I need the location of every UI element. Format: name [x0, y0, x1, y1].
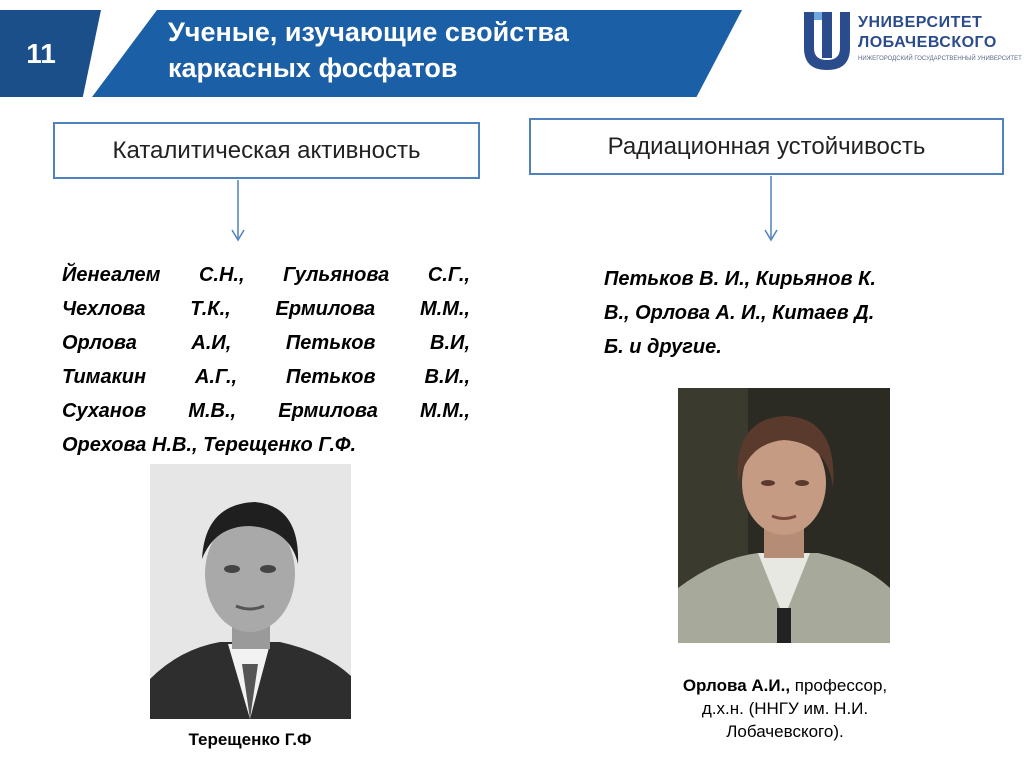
portrait-photo-orlova — [678, 388, 890, 643]
caption-tereshchenko: Терещенко Г.Ф — [188, 730, 312, 749]
logo-word-university: УНИВЕРСИТЕТ — [858, 14, 983, 31]
arrow-down-icon — [231, 180, 245, 242]
caption-title: профессор, — [790, 676, 888, 695]
caption-line: Лобачевского). — [726, 722, 844, 741]
scientists-list-radiation — [604, 262, 969, 364]
slide-title — [168, 14, 708, 86]
logo-subtitle: НИЖЕГОРОДСКИЙ ГОСУДАРСТВЕННЫЙ УНИВЕРСИТЕТ — [858, 56, 1022, 62]
scientists-list-catalytic — [62, 258, 470, 462]
caption-line: д.х.н. (ННГУ им. Н.И. — [701, 699, 869, 718]
logo-word-lobachevsky: ЛОБАЧЕВСКОГО — [858, 34, 997, 51]
arrow-down-icon — [764, 176, 778, 242]
title-line-2: каркасных фосфатов — [168, 53, 458, 83]
scientist-line: Йенеалем С.Н., Гульянова С.Г., — [62, 264, 470, 286]
scientist-line: Чехлова Т.К., Ермилова М.М., — [62, 298, 470, 320]
portrait-photo-tereshchenko — [150, 464, 351, 719]
university-emblem-icon — [800, 8, 854, 74]
slide-number: 11 — [26, 37, 56, 69]
scientist-line: Орлова А.И, Петьков В.И, — [62, 332, 470, 354]
university-logo — [800, 8, 1022, 78]
caption-name: Орлова А.И., — [682, 676, 791, 695]
caption-line — [640, 674, 930, 697]
scientist-line: Б. и другие. — [604, 336, 722, 358]
scientist-line: Суханов М.В., Ермилова М.М., — [62, 400, 470, 422]
scientist-line: Орехова Н.В., Терещенко Г.Ф. — [62, 434, 357, 456]
scientist-line: Петьков В. И., Кирьянов К. — [604, 268, 876, 290]
category-radiation-resistance: Радиационная устойчивость — [529, 118, 1004, 175]
title-line-1: Ученые, изучающие свойства — [168, 17, 569, 47]
scientist-line: В., Орлова А. И., Китаев Д. — [604, 302, 875, 324]
slide-header — [0, 0, 1024, 110]
caption-orlova — [640, 674, 930, 743]
scientist-line: Тимакин А.Г., Петьков В.И., — [62, 366, 470, 388]
category-catalytic-activity: Каталитическая активность — [53, 122, 480, 179]
